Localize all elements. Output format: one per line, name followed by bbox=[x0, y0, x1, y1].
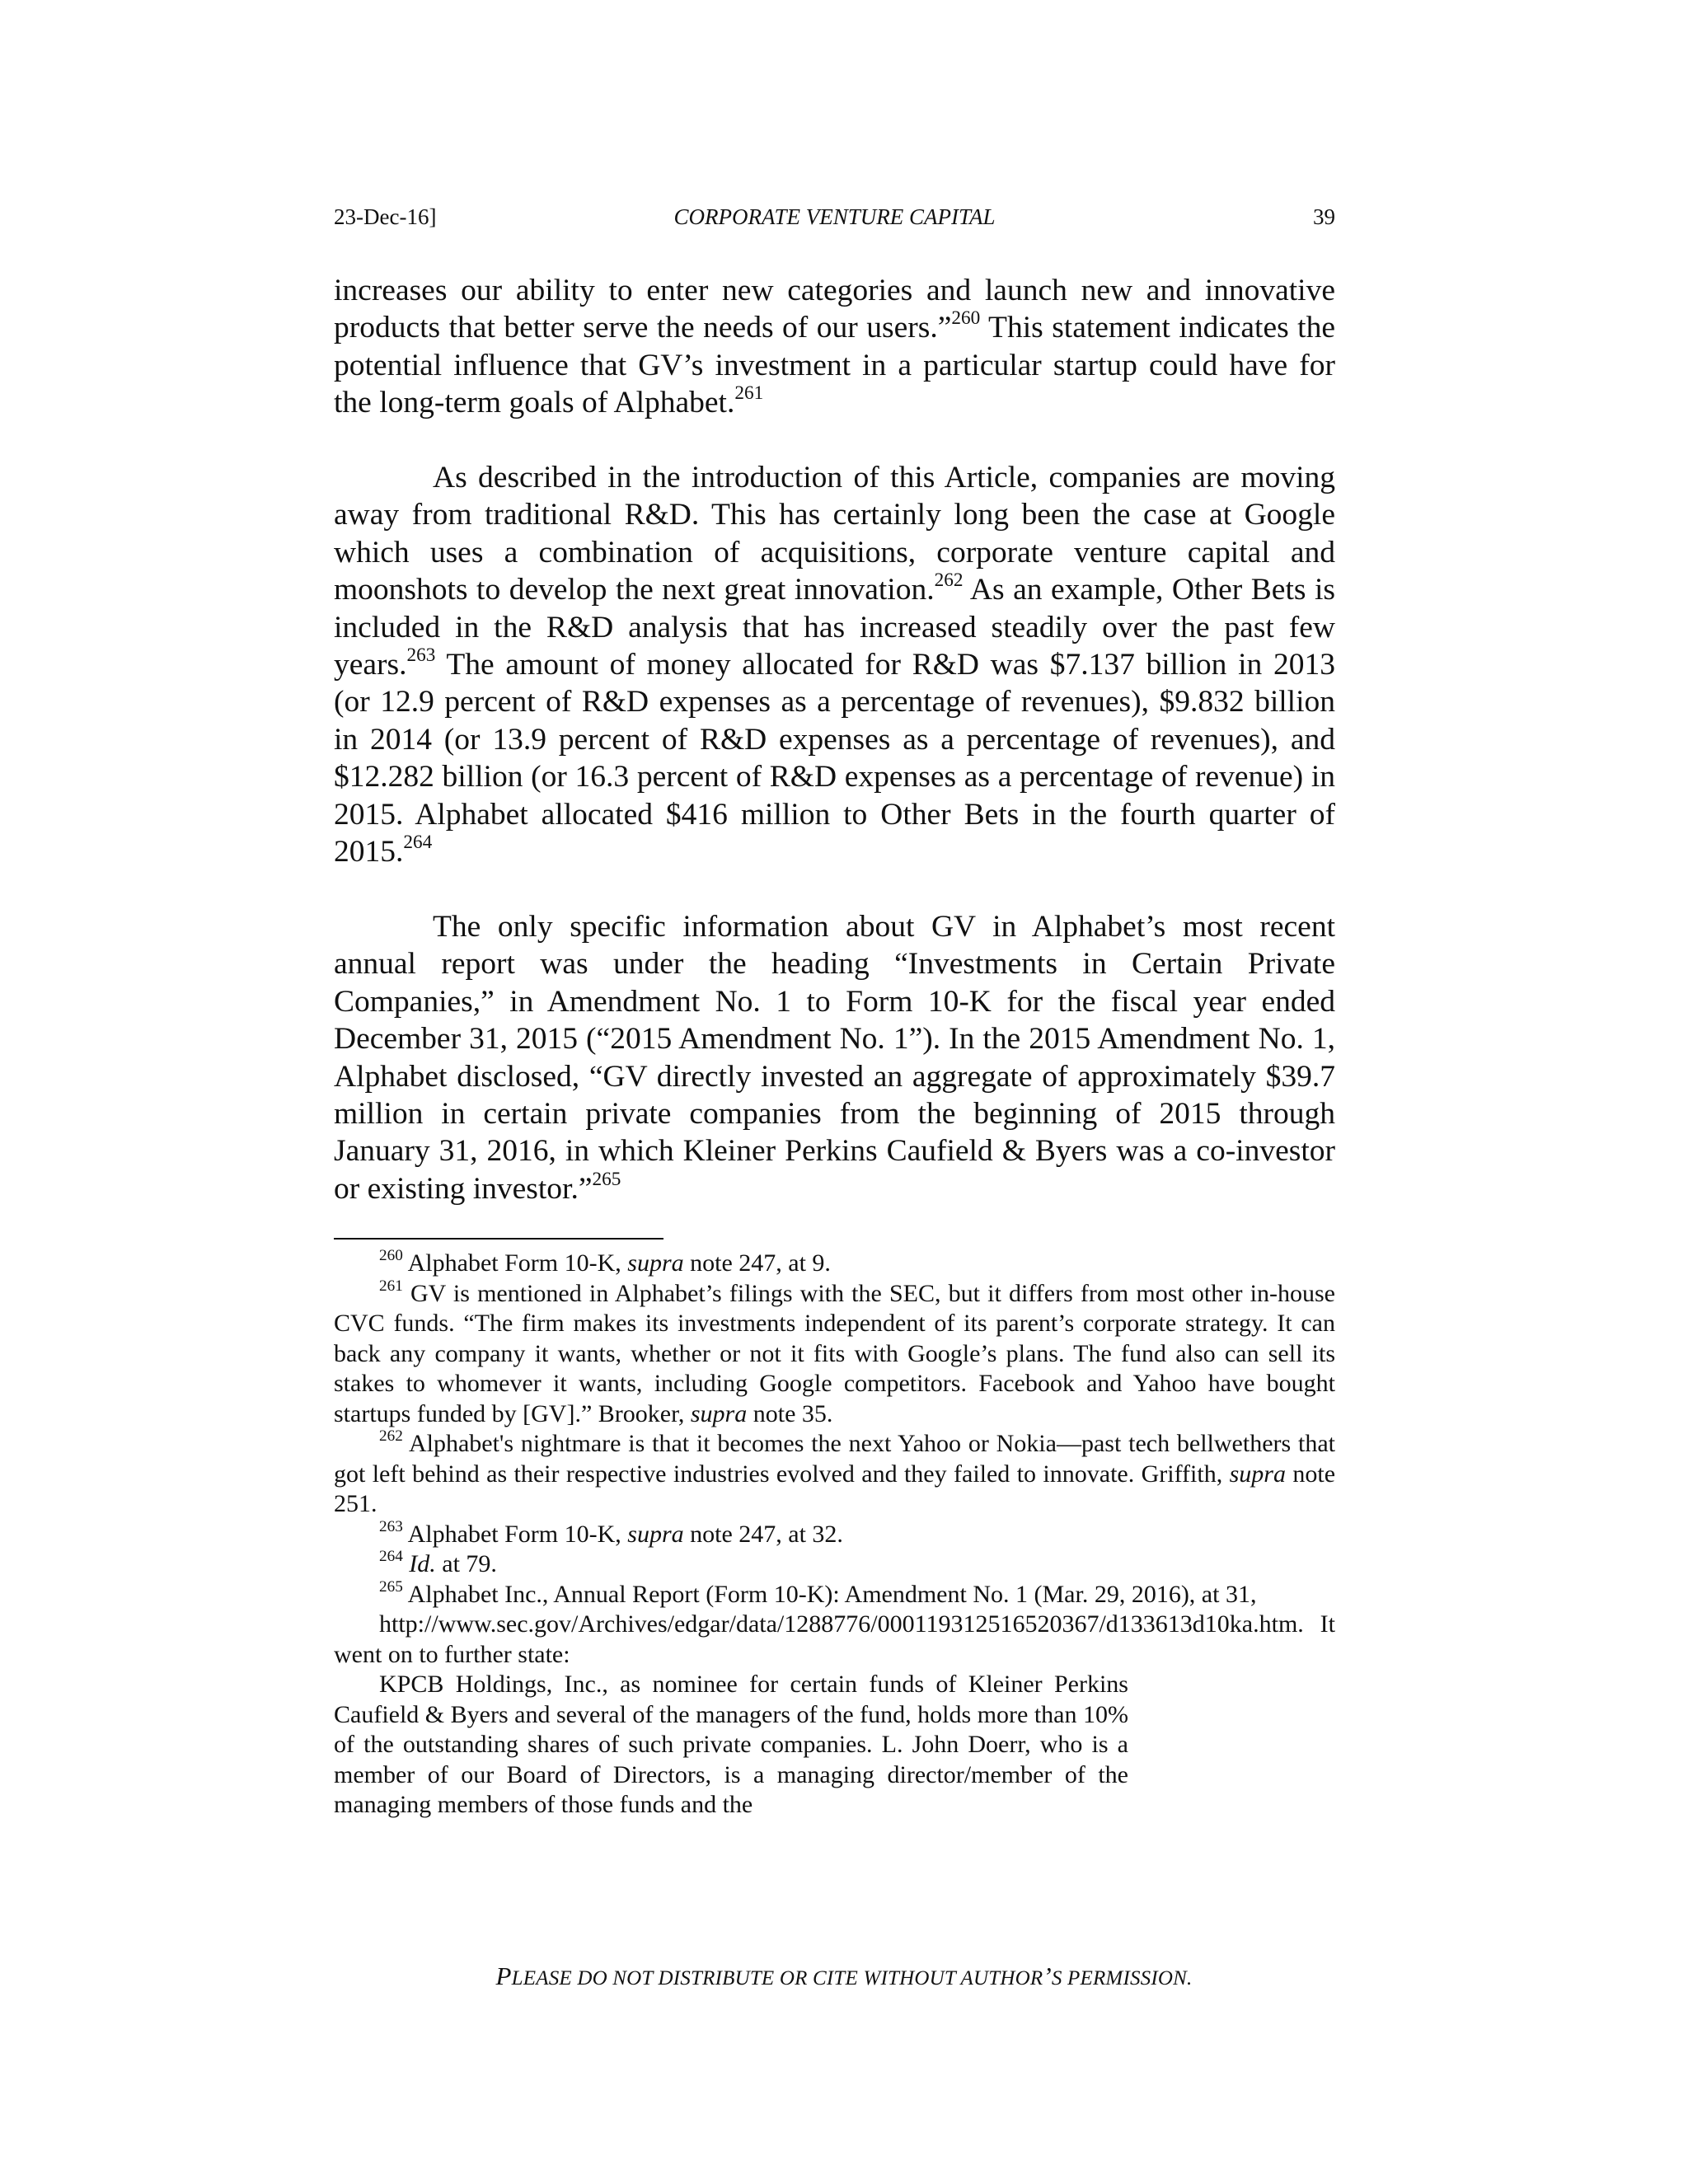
paragraph-1: increases our ability to enter new categories and launch new and innovative products that better serve the needs of our users.”$^{260}$ This statement indicates the potential influence that GV’s investment in a particular startup could have for the long-term goals of Alphabet.$^{261}$ bbox=[334, 274, 1335, 420]
sec-filing-link[interactable]: http://www.sec.gov/Archives/edgar/data/1288776/000119312516520367/d133613d10ka.htm bbox=[379, 1610, 1298, 1638]
footnote-ref-263[interactable]: 263 bbox=[406, 644, 436, 667]
footnote-separator bbox=[334, 1238, 663, 1240]
footnote-ref-264[interactable]: 264 bbox=[403, 832, 433, 854]
paragraph-3: The only specific information about GV in Alphabet’s most recent annual report was under the heading “Investments in Certain Private Companies,” in Amendment No. 1 to Form 10-K for the fiscal year ended December 31, 2015 (“2015 Amendment No. 1”). In the 2015 Amendment No. 1, Alphabet disclosed, “GV directly invested an aggregate of approximately $39.7 million in certain private companies from the beginning of 2015 through January 31, 2016, in which Kleiner Perkins Caufield & Byers was a co-investor or existing investor.”$^{265}$ bbox=[334, 909, 1335, 1206]
page-footer-notice: PLEASE DO NOT DISTRIBUTE OR CITE WITHOUT AUTHOR’S PERMISSION. bbox=[495, 1961, 1193, 1990]
footnote-262: $^{262}$ Alphabet's nightmare is that it becomes the next Yahoo or Nokia—past tech bellwethers that got left behind as their respective industries evolved and they failed to innovate. Griffith, supra note 251. bbox=[334, 1427, 1336, 1517]
footnote-265: $^{265}$ Alphabet Inc., Annual Report (Form 10-K): Amendment No. 1 (Mar. 29, 2016), at 31, bbox=[379, 1577, 1257, 1608]
footnote-261: $^{261}$ GV is mentioned in Alphabet’s filings with the SEC, but it differs from most other in-house CVC funds. “The firm makes its investments independent of its parent’s corporate strategy. It can back any company it wants, whether or not it fits with Google’s plans. The fund also can sell its stakes to whomever it wants, including Google competitors. Facebook and Yahoo have bought startups funded by [GV].” Brooker, supra note 35. bbox=[334, 1277, 1335, 1427]
footnote-ref-265[interactable]: 265 bbox=[592, 1168, 621, 1190]
footnote-265-block-quote: KPCB Holdings, Inc., as nominee for certain funds of Kleiner Perkins Caufield & Byers and several of the managers of the fund, holds more than 10% of the outstanding shares of such private companies. L. John Doerr, who is a member of our Board of Directors, is a managing director/member of the managing members of those funds and the bbox=[334, 1671, 1128, 1818]
footnote-263: $^{263}$ Alphabet Form 10-K, supra note 247, at 32. bbox=[379, 1517, 843, 1548]
body-text bbox=[334, 272, 1335, 1207]
paragraph-2: As described in the introduction of this Article, companies are moving away from traditional R&D. This has certainly long been the case at Google which uses a combination of acquisitions, corporate venture capital and moonshots to develop the next great innovation.$^{262}$ As an example, Other Bets is included in the R&D analysis that has increased steadily over the past few years.$^{263}$ The amount of money allocated for R&D was $7.137 billion in 2013 (or 12.9 percent of R&D expenses as a percentage of revenues), $9.832 billion in 2014 (or 13.9 percent of R&D expenses as a percentage of revenues), and $12.282 billion (or 16.3 percent of R&D expenses as a percentage of revenue) in 2015. Alphabet allocated $416 million to Other Bets in the fourth quarter of 2015.$^{264}$ bbox=[334, 461, 1335, 869]
page-number: 39 bbox=[1313, 204, 1335, 229]
footnote-265-link-line: http://www.sec.gov/Archives/edgar/data/1288776/000119312516520367/d133613d10ka.htm. It went on to further state: bbox=[334, 1610, 1335, 1668]
header-date: 23-Dec-16] bbox=[334, 204, 437, 229]
footnote-ref-261[interactable]: 261 bbox=[734, 382, 764, 405]
header-title: CORPORATE VENTURE CAPITAL bbox=[673, 204, 996, 229]
footnote-260: $^{260}$ Alphabet Form 10-K, supra note 247, at 9. bbox=[379, 1246, 831, 1277]
footnote-ref-260[interactable]: 260 bbox=[951, 307, 981, 330]
footnote-ref-262[interactable]: 262 bbox=[934, 569, 964, 592]
footnotes bbox=[334, 1246, 1336, 1821]
footnote-264: $^{264}$ Id. at 79. bbox=[379, 1547, 497, 1577]
running-header bbox=[334, 204, 1335, 237]
